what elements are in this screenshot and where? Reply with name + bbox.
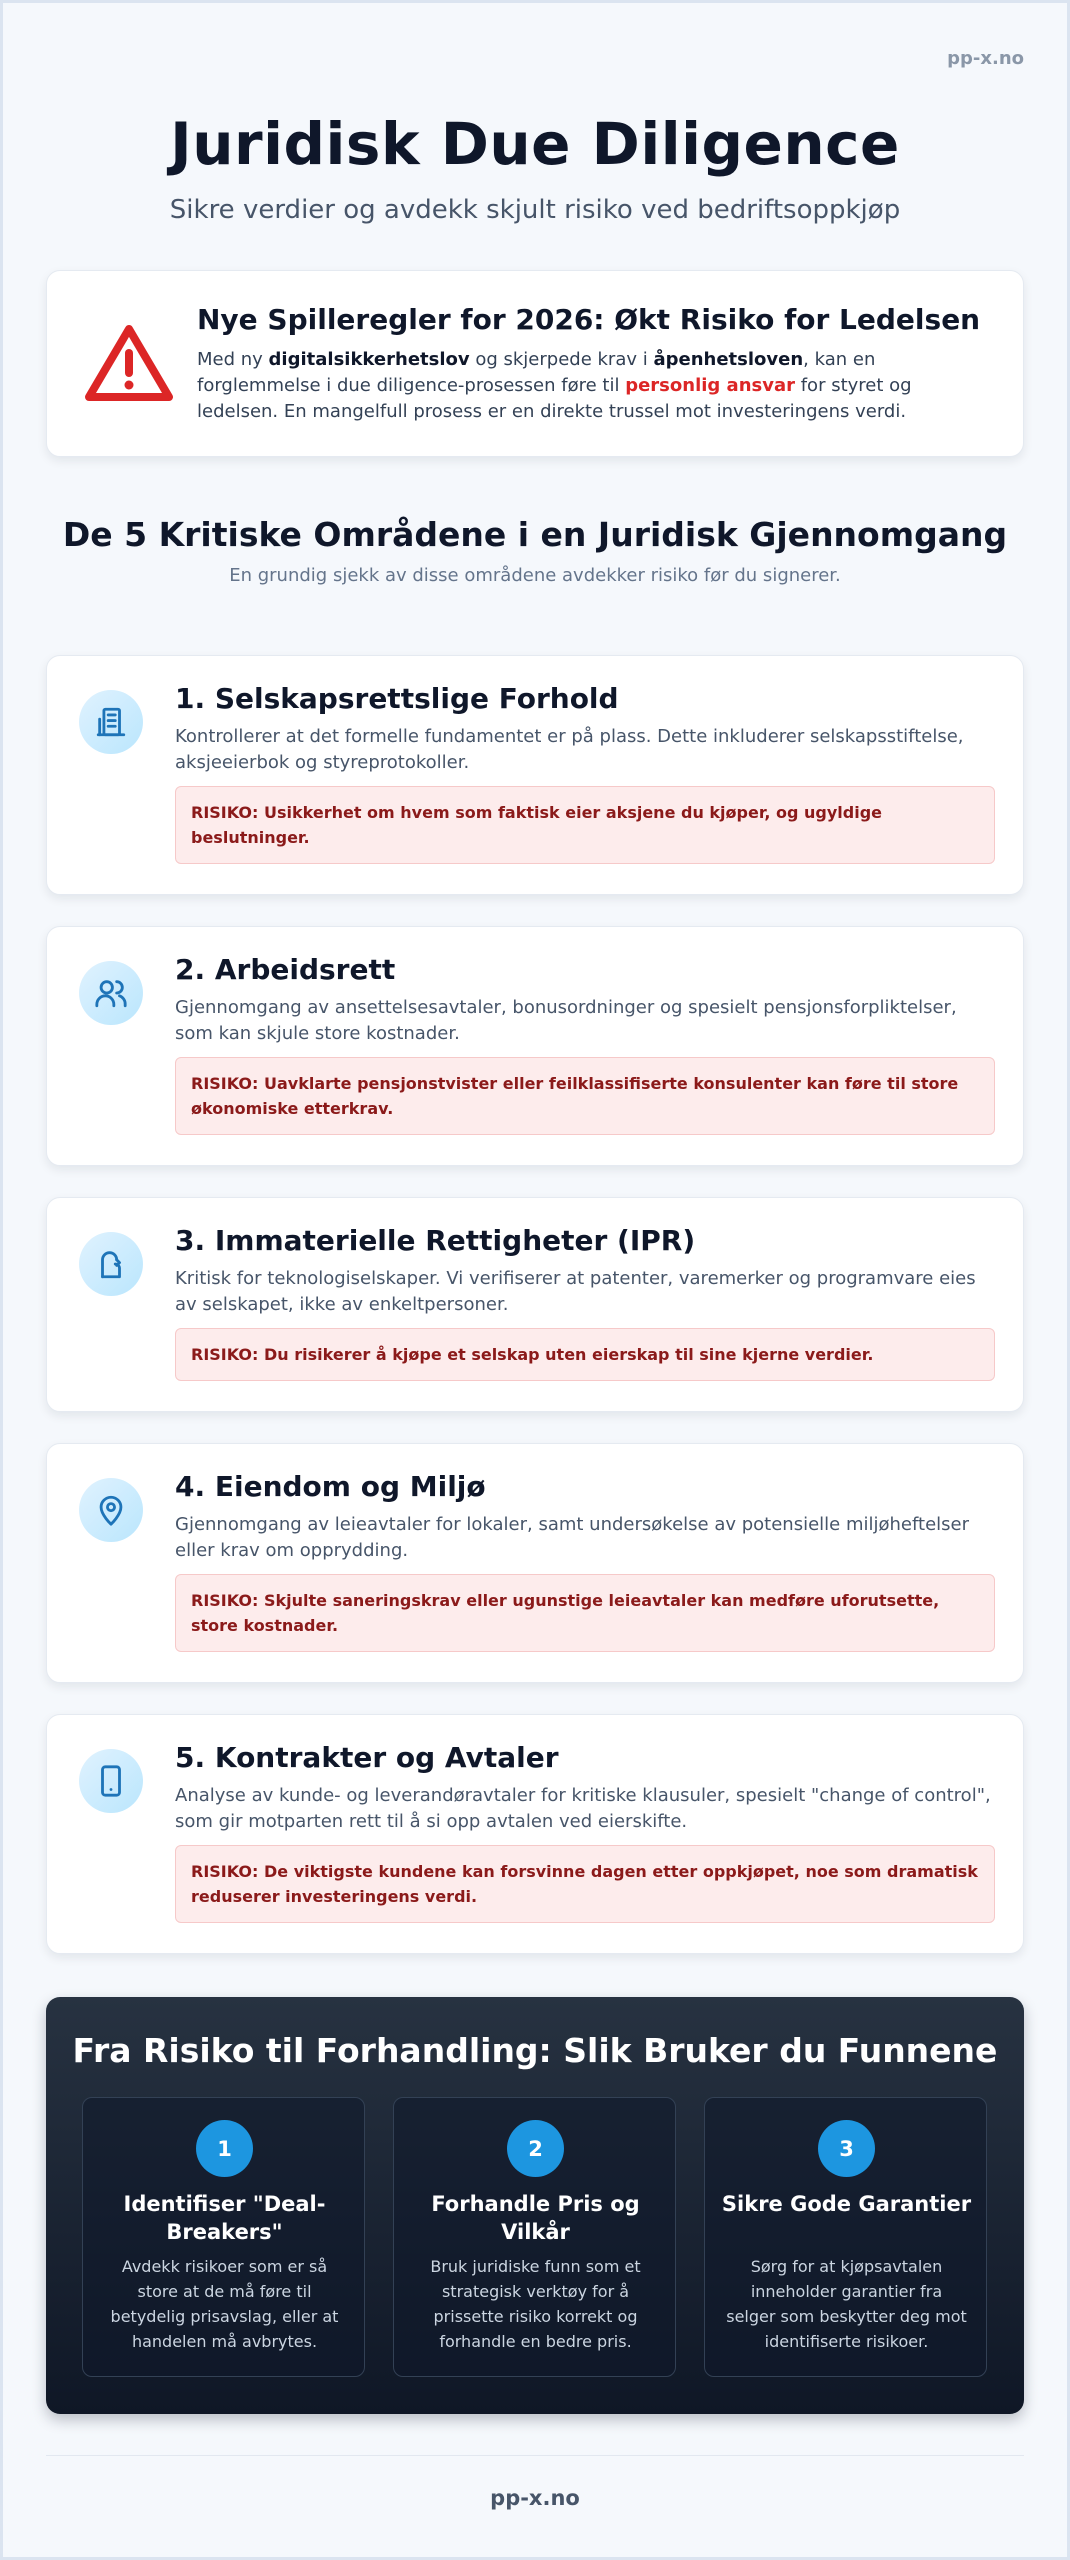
negotiation-title: Fra Risiko til Forhandling: Slik Bruker du Funnene xyxy=(72,2031,998,2070)
footer-divider xyxy=(46,2455,1024,2456)
step-text: Sørg for at kjøpsavtalen inneholder garantier fra selger som beskytter deg mot identifiserte risikoer. xyxy=(726,2257,967,2351)
risk-box: RISIKO: Usikkerhet om hvem som faktisk eier aksjene du kjøper, og ugyldige beslutninger. xyxy=(175,786,995,864)
card-description: Kontrollerer at det formelle fundamentet er på plass. Dette inkluderer selskapsstiftelse, aksjeeierbok og styreprotokoller. xyxy=(175,726,964,773)
idea-icon xyxy=(79,1232,143,1296)
alert-box xyxy=(46,270,1024,457)
warning-triangle-icon xyxy=(83,323,175,403)
area-card-ipr xyxy=(46,1197,1024,1412)
card-description: Gjennomgang av leieavtaler for lokaler, samt undersøkelse av potensielle miljøheftelser eller krav om opprydding. xyxy=(175,1514,969,1561)
step-title: Identifiser "Deal-Breakers" xyxy=(123,2192,326,2244)
area-card-employment xyxy=(46,926,1024,1166)
users-icon xyxy=(79,961,143,1025)
brand-logo-top[interactable]: pp-x.no xyxy=(947,48,1024,69)
card-description: Analyse av kunde- og leverandøravtaler for kritiske klausuler, spesielt "change of control", som gir motparten rett til å si opp avtalen ved eierskifte. xyxy=(175,1785,991,1832)
step-card-1 xyxy=(82,2097,365,2377)
alert-bold-law-1: digitalsikkerhetslov xyxy=(268,349,470,370)
area-card-corporate xyxy=(46,655,1024,895)
section-subtitle: En grundig sjekk av disse områdene avdekker risiko før du signerer. xyxy=(229,565,841,586)
page-title: Juridisk Due Diligence xyxy=(170,110,900,178)
step-card-3 xyxy=(704,2097,987,2377)
section-title: De 5 Kritiske Områdene i en Juridisk Gjennomgang xyxy=(62,515,1008,554)
risk-box: RISIKO: Uavklarte pensjonstvister eller feilklassifiserte konsulenter kan føre til store økonomiske etterkrav. xyxy=(175,1057,995,1135)
card-title: 4. Eiendom og Miljø xyxy=(175,1470,486,1503)
step-text: Bruk juridiske funn som et strategisk verktøy for å prissette risiko korrekt og forhandle en bedre pris. xyxy=(430,2257,641,2351)
card-title: 1. Selskapsrettslige Forhold xyxy=(175,682,619,715)
alert-title: Nye Spilleregler for 2026: Økt Risiko for Ledelsen xyxy=(197,303,981,336)
step-card-2 xyxy=(393,2097,676,2377)
card-title: 2. Arbeidsrett xyxy=(175,953,396,986)
card-title: 3. Immaterielle Rettigheter (IPR) xyxy=(175,1224,696,1257)
risk-box: RISIKO: Skjulte saneringskrav eller ugunstige leieavtaler kan medføre uforutsette, store kostnader. xyxy=(175,1574,995,1652)
card-description: Kritisk for teknologiselskaper. Vi verifiserer at patenter, varemerker og programvare eies av selskapet, ikke av enkeltpersoner. xyxy=(175,1268,976,1315)
risk-box: RISIKO: Du risikerer å kjøpe et selskap uten eierskap til sine kjerne verdier. xyxy=(175,1328,995,1381)
area-card-contracts xyxy=(46,1714,1024,1954)
map-pin-icon xyxy=(79,1478,143,1542)
negotiation-panel xyxy=(46,1997,1024,2414)
phone-icon xyxy=(79,1749,143,1813)
page-subtitle: Sikre verdier og avdekk skjult risiko ved bedriftsoppkjøp xyxy=(169,195,901,225)
card-description: Gjennomgang av ansettelsesavtaler, bonusordninger og spesielt pensjonsforpliktelser, som kan skjule store kostnader. xyxy=(175,997,957,1044)
alert-text: Med ny digitalsikkerhetslov og skjerpede krav i åpenhetsloven, kan en forglemmelse i due diligence-prosessen føre til personlig ansvar for styret og ledelsen. En mangelfull prosess er en direkte trussel mot investeringens verdi. xyxy=(197,349,912,422)
step-number-badge: 2 xyxy=(507,2120,564,2177)
step-number-badge: 1 xyxy=(196,2120,253,2177)
brand-logo-bottom[interactable]: pp-x.no xyxy=(490,2486,580,2510)
step-title: Forhandle Pris og Vilkår xyxy=(431,2192,640,2244)
alert-bold-law-2: åpenhetsloven xyxy=(653,349,804,370)
area-card-property xyxy=(46,1443,1024,1683)
alert-highlight: personlig ansvar xyxy=(625,375,795,396)
step-number-badge: 3 xyxy=(818,2120,875,2177)
building-icon xyxy=(79,690,143,754)
step-title: Sikre Gode Garantier xyxy=(721,2192,972,2216)
step-text: Avdekk risikoer som er så store at de må føre til betydelig prisavslag, eller at handelen må avbrytes. xyxy=(110,2257,339,2351)
risk-box: RISIKO: De viktigste kundene kan forsvinne dagen etter oppkjøpet, noe som dramatisk reduserer investeringens verdi. xyxy=(175,1845,995,1923)
card-title: 5. Kontrakter og Avtaler xyxy=(175,1741,559,1774)
